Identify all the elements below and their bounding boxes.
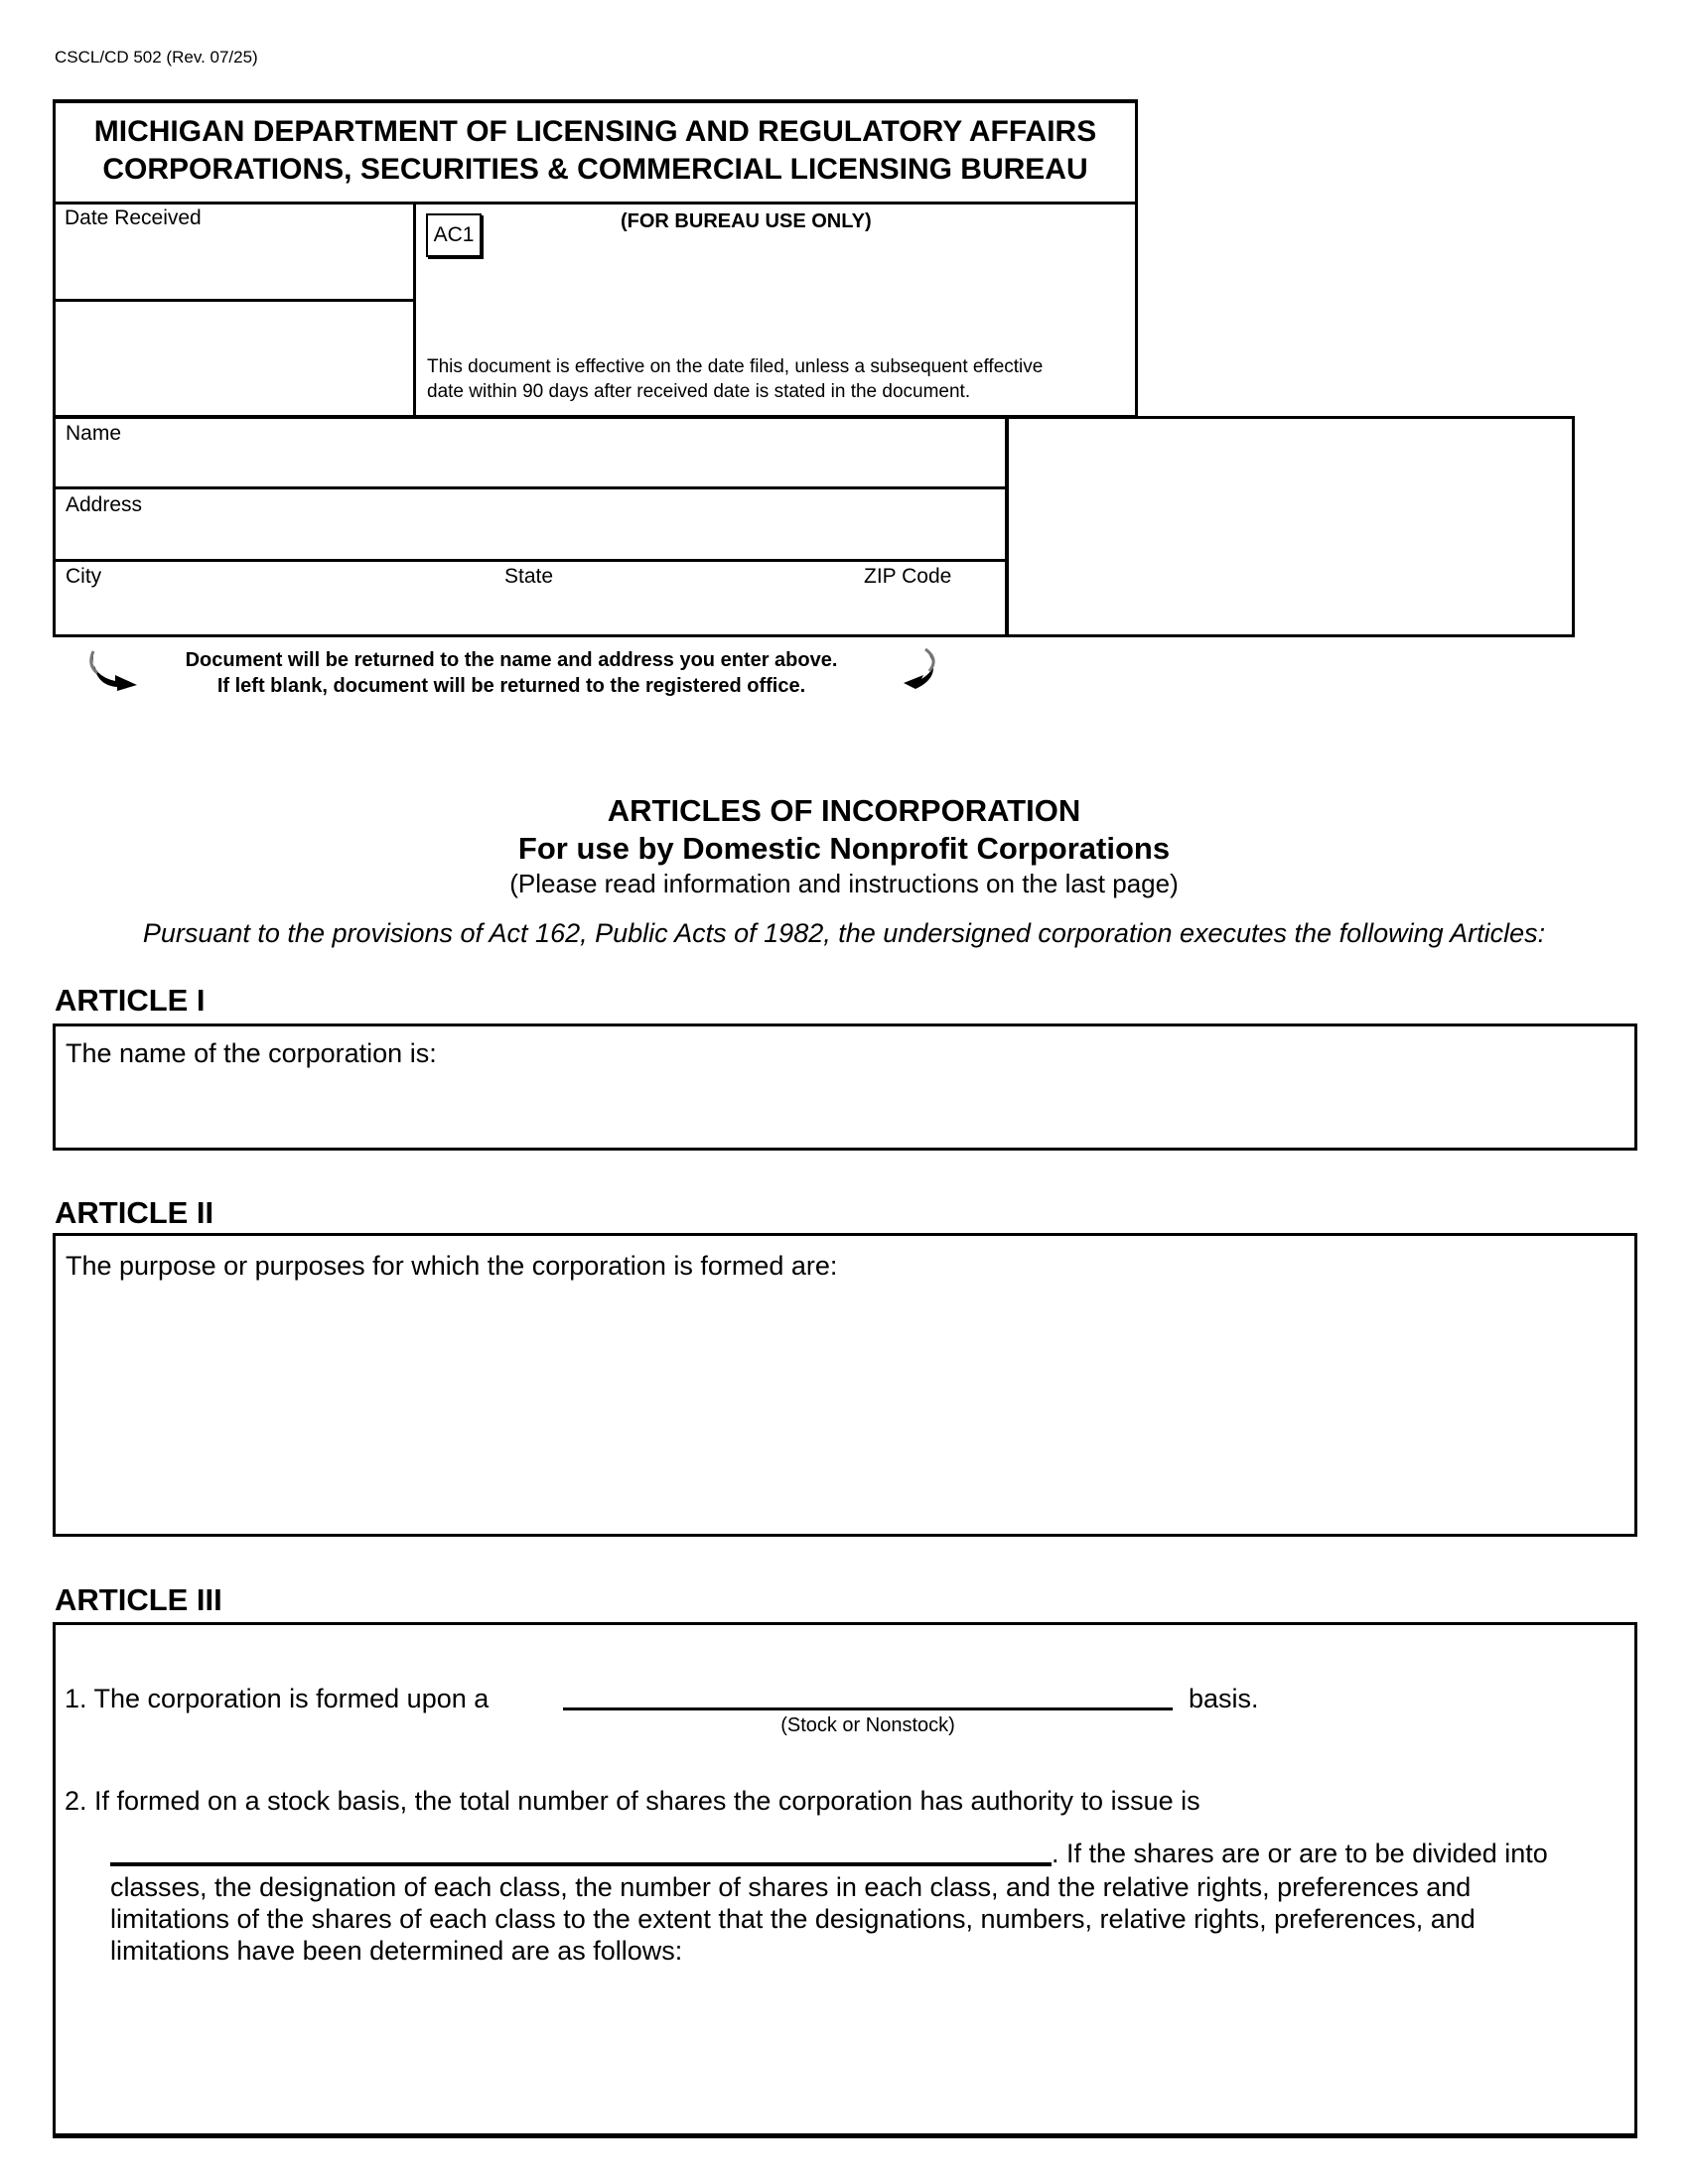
instructions-note: (Please read information and instructions on the last page)	[509, 869, 1179, 898]
return-note-line2: If left blank, document will be returned to the registered office.	[216, 675, 806, 697]
ac1-code: AC1	[426, 213, 482, 257]
item2-text: 2. If formed on a stock basis, the total number of shares the corporation has authority to issue is	[65, 1786, 1200, 1816]
effective-note-line2: date within 90 days after received date is stated in the document.	[427, 381, 971, 402]
item1-suffix: basis.	[1189, 1684, 1259, 1713]
item2-line3: limitations of the shares of each class to the extent that the designations, numbers, relative rights, preferences, and	[110, 1904, 1476, 1934]
item2-line4: limitations have been determined are as follows:	[110, 1936, 683, 1966]
form-title: ARTICLES OF INCORPORATION	[607, 793, 1081, 828]
shares-count-line[interactable]	[110, 1862, 1052, 1866]
item2-cont: . If the shares are or are to be divided into	[1052, 1839, 1548, 1868]
article-2-prompt: The purpose or purposes for which the corporation is formed are:	[66, 1251, 838, 1281]
zip-field[interactable]: ZIP Code	[864, 565, 952, 588]
effective-note-line1: This document is effective on the date filed, unless a subsequent effective	[427, 356, 1044, 377]
article-1-box[interactable]	[53, 1024, 1637, 1151]
title-block	[0, 792, 1688, 899]
bureau-use-only: (FOR BUREAU USE ONLY)	[621, 210, 872, 232]
city-field[interactable]: City	[66, 565, 102, 588]
return-note-line1: Document will be returned to the name and address you enter above.	[185, 649, 838, 671]
agency-name: MICHIGAN DEPARTMENT OF LICENSING AND REGULATORY AFFAIRS	[93, 115, 1097, 148]
stock-basis-line[interactable]	[563, 1707, 1173, 1710]
pursuant-statement: Pursuant to the provisions of Act 162, Public Acts of 1982, the undersigned corporation executes the following Articles:	[142, 918, 1546, 948]
stock-basis-hint: (Stock or Nonstock)	[780, 1714, 955, 1736]
item1-prefix: 1. The corporation is formed upon a	[65, 1684, 490, 1713]
form-subtitle: For use by Domestic Nonprofit Corporations	[517, 831, 1171, 866]
item2-details	[110, 1871, 1476, 1967]
name-field[interactable]: Name	[66, 422, 122, 445]
bureau-name: CORPORATIONS, SECURITIES & COMMERCIAL LICENSING BUREAU	[102, 153, 1088, 186]
return-note	[149, 647, 874, 699]
curved-arrow-right-icon	[896, 645, 945, 691]
article-3-heading: ARTICLE III	[55, 1582, 222, 1617]
agency-header	[53, 113, 1138, 189]
effective-date-note	[427, 354, 1043, 404]
article-1-heading: ARTICLE I	[55, 983, 206, 1018]
address-field[interactable]: Address	[66, 493, 143, 516]
state-field[interactable]: State	[504, 565, 554, 588]
return-address-box	[53, 416, 1009, 637]
blank-box	[1005, 416, 1575, 637]
form-id: CSCL/CD 502 (Rev. 07/25)	[55, 48, 258, 67]
article-2-heading: ARTICLE II	[55, 1195, 214, 1230]
article-1-prompt: The name of the corporation is:	[66, 1038, 437, 1068]
item2-line2: classes, the designation of each class, the number of shares in each class, and the relative rights, preferences and	[110, 1872, 1472, 1902]
curved-arrow-left-icon	[85, 645, 145, 691]
date-received-label: Date Received	[65, 206, 202, 229]
article-2-box[interactable]	[53, 1233, 1637, 1537]
